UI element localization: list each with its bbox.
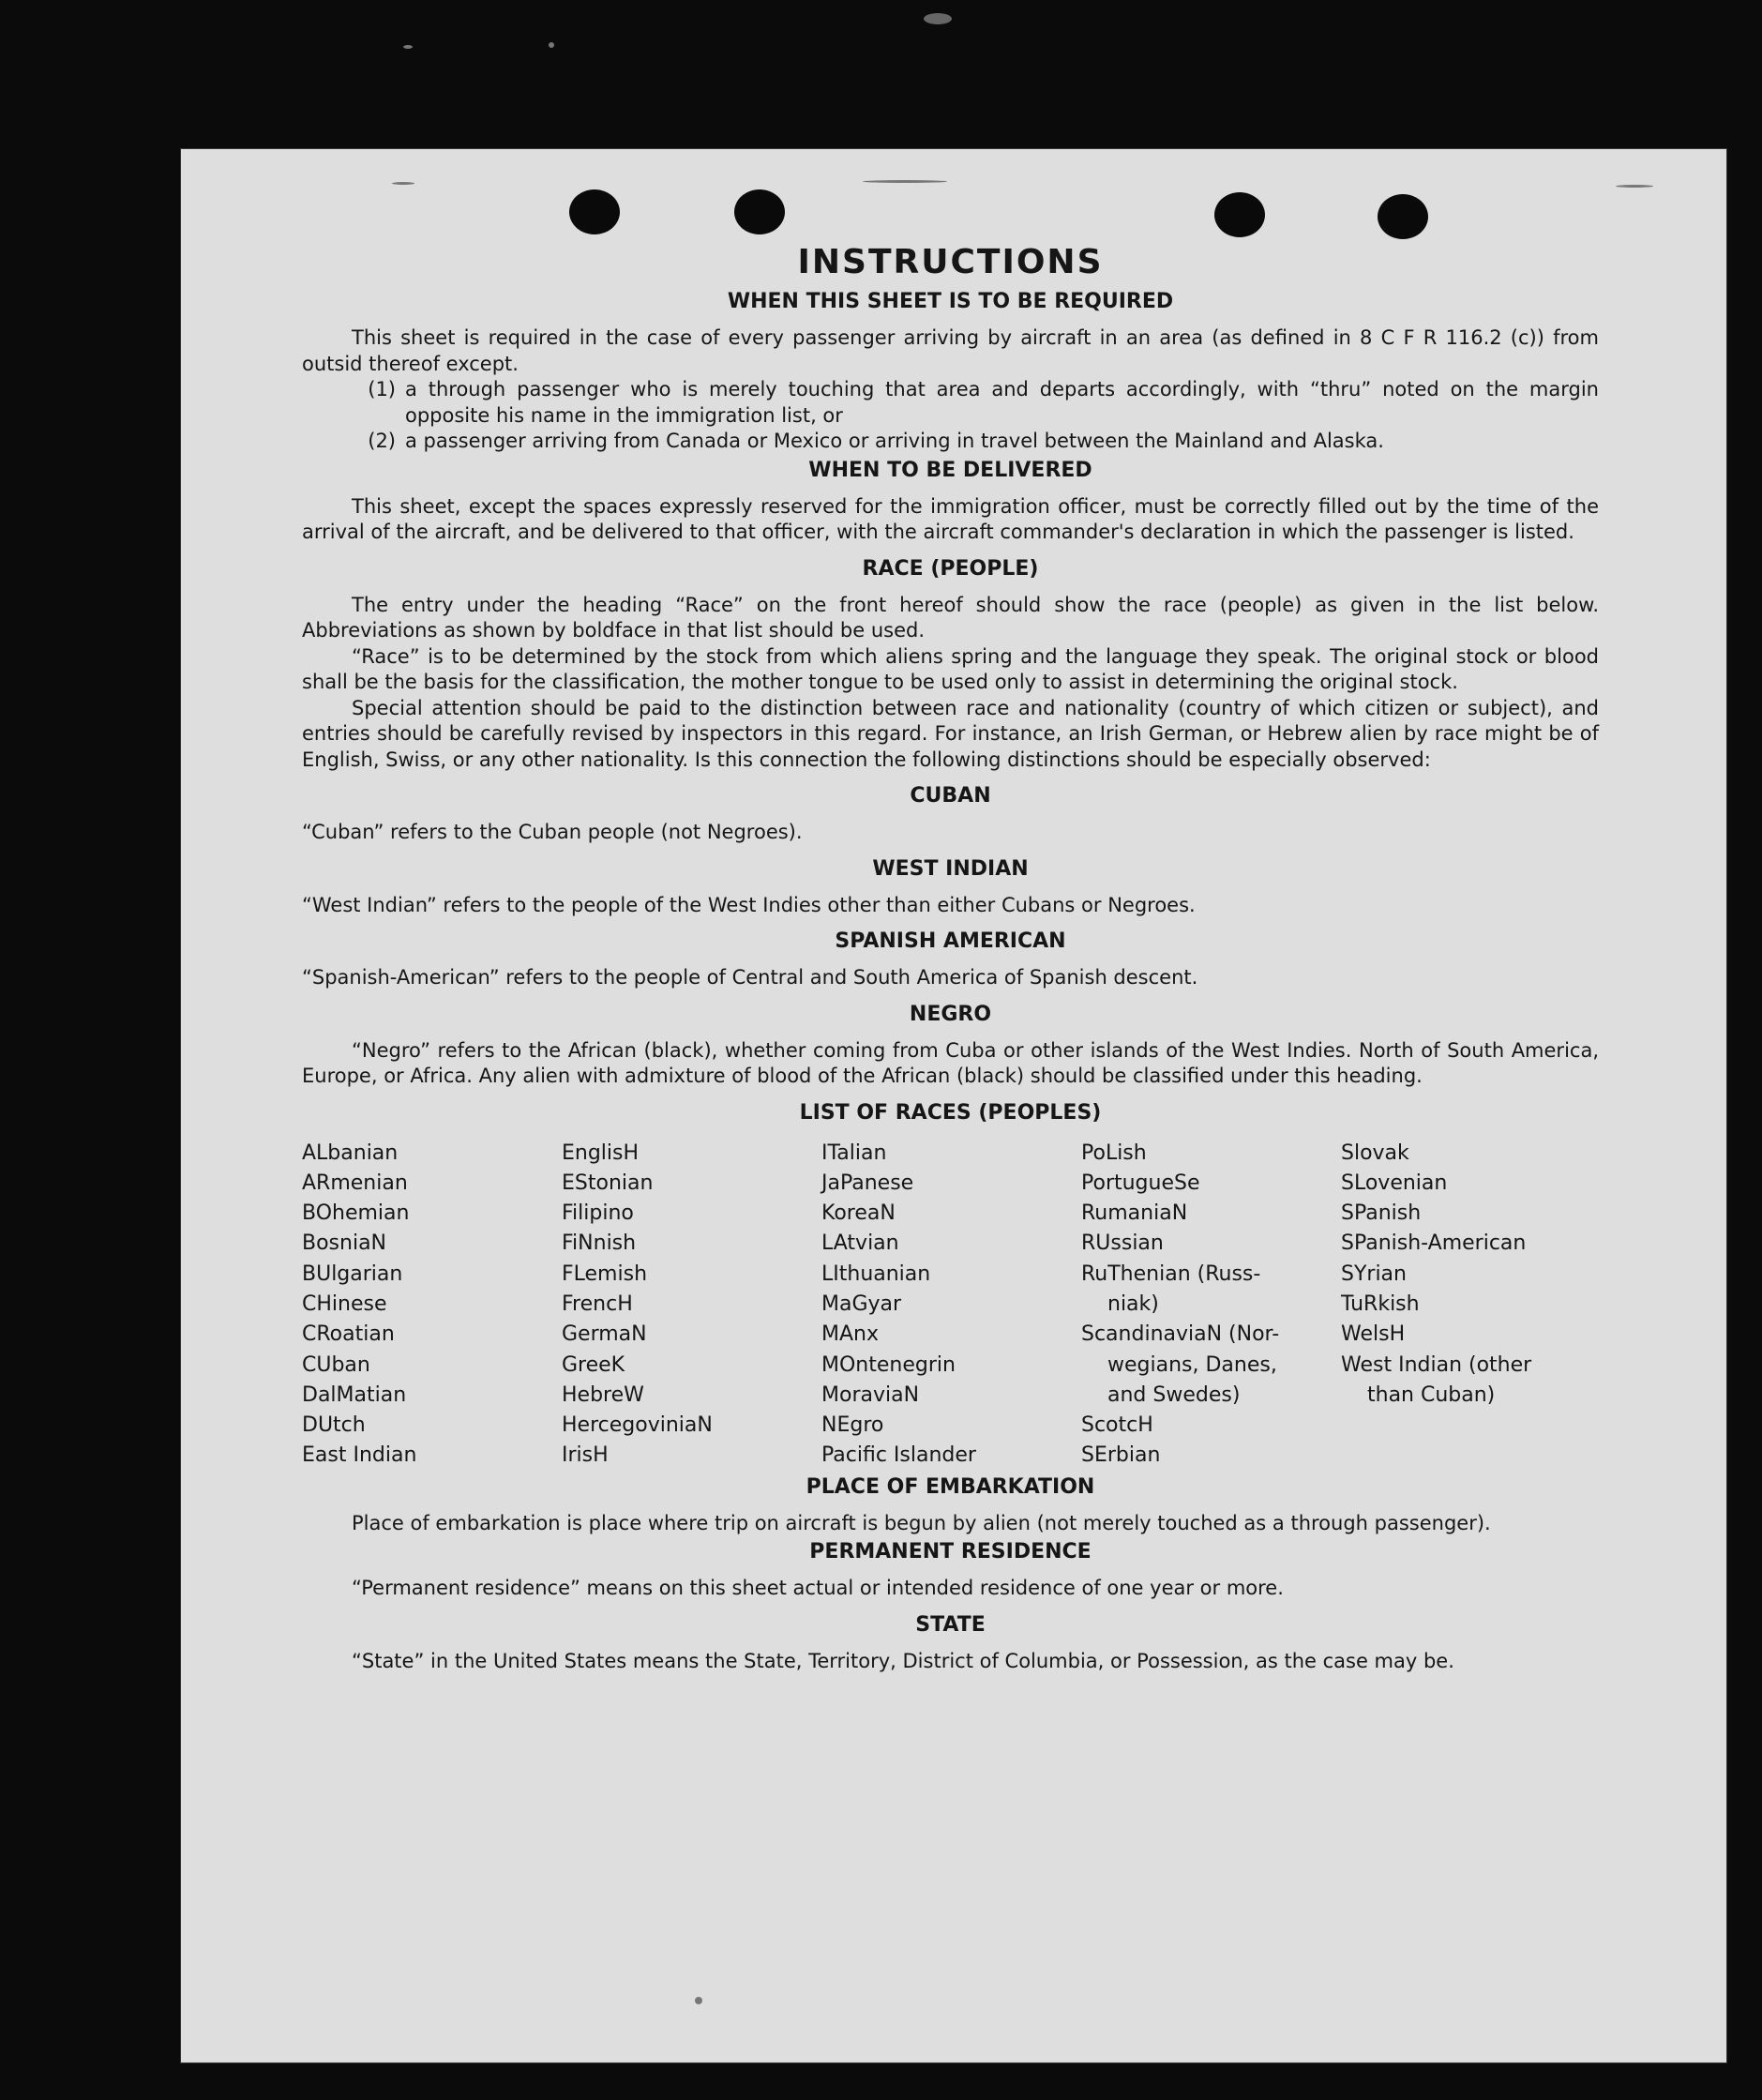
race-item: ALbanian — [302, 1141, 399, 1165]
race-item: EStonian — [562, 1171, 654, 1195]
races-column — [1081, 1139, 1341, 1472]
race-item: LIthuanian — [821, 1262, 931, 1286]
race-paragraph: Special attention should be paid to the distinction between race and nationality (country of which citizen or subject), and entries should be carefully revised by inspectors in this regard. For instance, an Irish German, or Hebrew alien by race might be of English, Swiss, or any other nationality. Is this connection the following distinctions should be especially observed: — [302, 696, 1599, 771]
race-item: SYrian — [1341, 1262, 1407, 1286]
race-item: Filipino — [562, 1201, 634, 1226]
race-item: DUtch — [302, 1413, 366, 1438]
west-indian-text: “West Indian” refers to the people of the West Indies other than either Cubans or Negroes. — [302, 893, 1196, 916]
race-paragraph: The entry under the heading “Race” on the front hereof should show the race (people) as given in the list below. Abbreviations as shown by boldface in that list should be used. — [302, 593, 1599, 642]
race-item: FiNnish — [562, 1231, 637, 1256]
race-item: Pacific Islander — [821, 1443, 976, 1468]
race-item: RumaniaN — [1081, 1201, 1188, 1226]
race-item: wegians, Danes, — [1107, 1352, 1277, 1377]
race-item: ARmenian — [302, 1171, 408, 1195]
exception-number: (2) — [368, 430, 396, 452]
heading-permanent-residence: PERMANENT RESIDENCE — [809, 1540, 1092, 1564]
race-item: ScandinaviaN (Nor- — [1081, 1322, 1280, 1347]
heading-list-of-races: LIST OF RACES (PEOPLES) — [799, 1100, 1102, 1125]
race-item: PoLish — [1081, 1141, 1147, 1165]
race-item: and Swedes) — [1107, 1382, 1241, 1407]
races-column — [302, 1139, 562, 1472]
race-paragraph: “Race” is to be determined by the stock from which aliens spring and the language they speak. The original stock or blood shall be the basis for the classification, the mother tongue to be used only to assist in determining the original stock. — [302, 644, 1599, 693]
race-item: MAnx — [821, 1322, 879, 1347]
heading-west-indian: WEST INDIAN — [872, 856, 1029, 881]
race-item: ScotcH — [1081, 1413, 1153, 1438]
exception-number: (1) — [368, 378, 396, 400]
delivered-text: This sheet, except the spaces expressly reserved for the immigration officer, must be correctly filled out by the time of the arrival of the aircraft, and be delivered to that officer, with the aircraft commander's declaration in which the passenger is listed. — [302, 494, 1599, 543]
race-item: niak) — [1107, 1292, 1159, 1316]
race-item: CHinese — [302, 1292, 387, 1316]
scan-mark — [695, 1997, 702, 2004]
scan-mark — [392, 182, 414, 185]
punch-hole — [569, 189, 620, 234]
race-item: FrencH — [562, 1292, 633, 1316]
page-title: INSTRUCTIONS — [797, 243, 1104, 281]
race-item: MoraviaN — [821, 1382, 920, 1407]
scan-debris — [403, 45, 413, 49]
race-item: BosniaN — [302, 1231, 387, 1256]
heading-spanish-american: SPANISH AMERICAN — [835, 929, 1066, 953]
race-item: WelsH — [1341, 1322, 1406, 1347]
heading-embarkation: PLACE OF EMBARKATION — [806, 1474, 1095, 1499]
race-item: MOntenegrin — [821, 1352, 956, 1377]
race-item: SPanish — [1341, 1201, 1422, 1226]
heading-race: RACE (PEOPLE) — [862, 556, 1039, 581]
race-item: ITalian — [821, 1141, 887, 1165]
race-item: HercegoviniaN — [562, 1413, 713, 1438]
cuban-text: “Cuban” refers to the Cuban people (not Negroes). — [302, 821, 803, 843]
race-item: TuRkish — [1341, 1292, 1420, 1316]
races-column — [562, 1139, 821, 1472]
race-item: HebreW — [562, 1382, 644, 1407]
scan-debris — [924, 13, 952, 24]
race-item: SPanish-American — [1341, 1231, 1527, 1256]
races-list — [302, 1139, 1599, 1472]
required-intro: This sheet is required in the case of every passenger arriving by aircraft in an area (as defined in 8 C F R 116.2 (c)) from outsid thereof except. — [302, 326, 1599, 375]
race-item: LAtvian — [821, 1231, 899, 1256]
punch-hole — [734, 189, 785, 234]
heading-when-delivered: WHEN TO BE DELIVERED — [808, 458, 1092, 482]
race-item: than Cuban) — [1367, 1382, 1496, 1407]
race-item: East Indian — [302, 1443, 417, 1468]
race-item: BUlgarian — [302, 1262, 403, 1286]
exception-text: a passenger arriving from Canada or Mexico or arriving in travel between the Mainland and Alaska. — [405, 430, 1384, 452]
race-item: Slovak — [1341, 1141, 1409, 1165]
heading-negro: NEGRO — [909, 1002, 992, 1026]
race-item: JaPanese — [821, 1171, 914, 1195]
race-item: GreeK — [562, 1352, 625, 1377]
race-item: West Indian (other — [1341, 1352, 1532, 1377]
race-item: GermaN — [562, 1322, 647, 1347]
races-column — [821, 1139, 1081, 1472]
race-item: PortugueSe — [1081, 1171, 1200, 1195]
exception-item — [302, 377, 1599, 429]
spanish-american-text: “Spanish-American” refers to the people of Central and South America of Spanish descent. — [302, 966, 1198, 989]
race-item: RuThenian (Russ- — [1081, 1262, 1261, 1286]
punch-hole — [1378, 194, 1428, 239]
exception-text: a through passenger who is merely touching that area and departs accordingly, with “thru” noted on the margin opposite his name in the immigration list, or — [405, 378, 1599, 427]
race-item: MaGyar — [821, 1292, 902, 1316]
race-item: SLovenian — [1341, 1171, 1448, 1195]
races-column — [1341, 1139, 1601, 1472]
race-item: RUssian — [1081, 1231, 1164, 1256]
race-item: DalMatian — [302, 1382, 407, 1407]
scan-debris — [549, 42, 554, 48]
exception-item — [302, 429, 1599, 455]
heading-cuban: CUBAN — [910, 784, 991, 808]
scan-mark — [1616, 185, 1653, 188]
heading-when-required: WHEN THIS SHEET IS TO BE REQUIRED — [727, 290, 1174, 313]
race-item: KoreaN — [821, 1201, 896, 1226]
residence-text: “Permanent residence” means on this sheet actual or intended residence of one year or more. — [352, 1577, 1284, 1600]
race-item: CRoatian — [302, 1322, 395, 1347]
race-item: SErbian — [1081, 1443, 1161, 1468]
negro-text: “Negro” refers to the African (black), whether coming from Cuba or other islands of the West Indies. North of South America, Europe, or Africa. Any alien with admixture of blood of the African (black) should be classified under this heading. — [302, 1038, 1599, 1087]
heading-state: STATE — [915, 1612, 986, 1637]
race-item: FLemish — [562, 1262, 648, 1286]
punch-hole — [1214, 192, 1265, 237]
embarkation-text: Place of embarkation is place where trip on aircraft is begun by alien (not merely touched as a through passenger). — [352, 1511, 1491, 1534]
race-item: IrisH — [562, 1443, 609, 1468]
scan-mark — [863, 180, 947, 183]
instructions-document — [302, 239, 1599, 1674]
race-item: NEgro — [821, 1413, 884, 1438]
race-item: EnglisH — [562, 1141, 640, 1165]
state-text: “State” in the United States means the State, Territory, District of Columbia, or Possession, as the case may be. — [352, 1649, 1454, 1672]
race-item: CUban — [302, 1352, 370, 1377]
race-item: BOhemian — [302, 1201, 410, 1226]
